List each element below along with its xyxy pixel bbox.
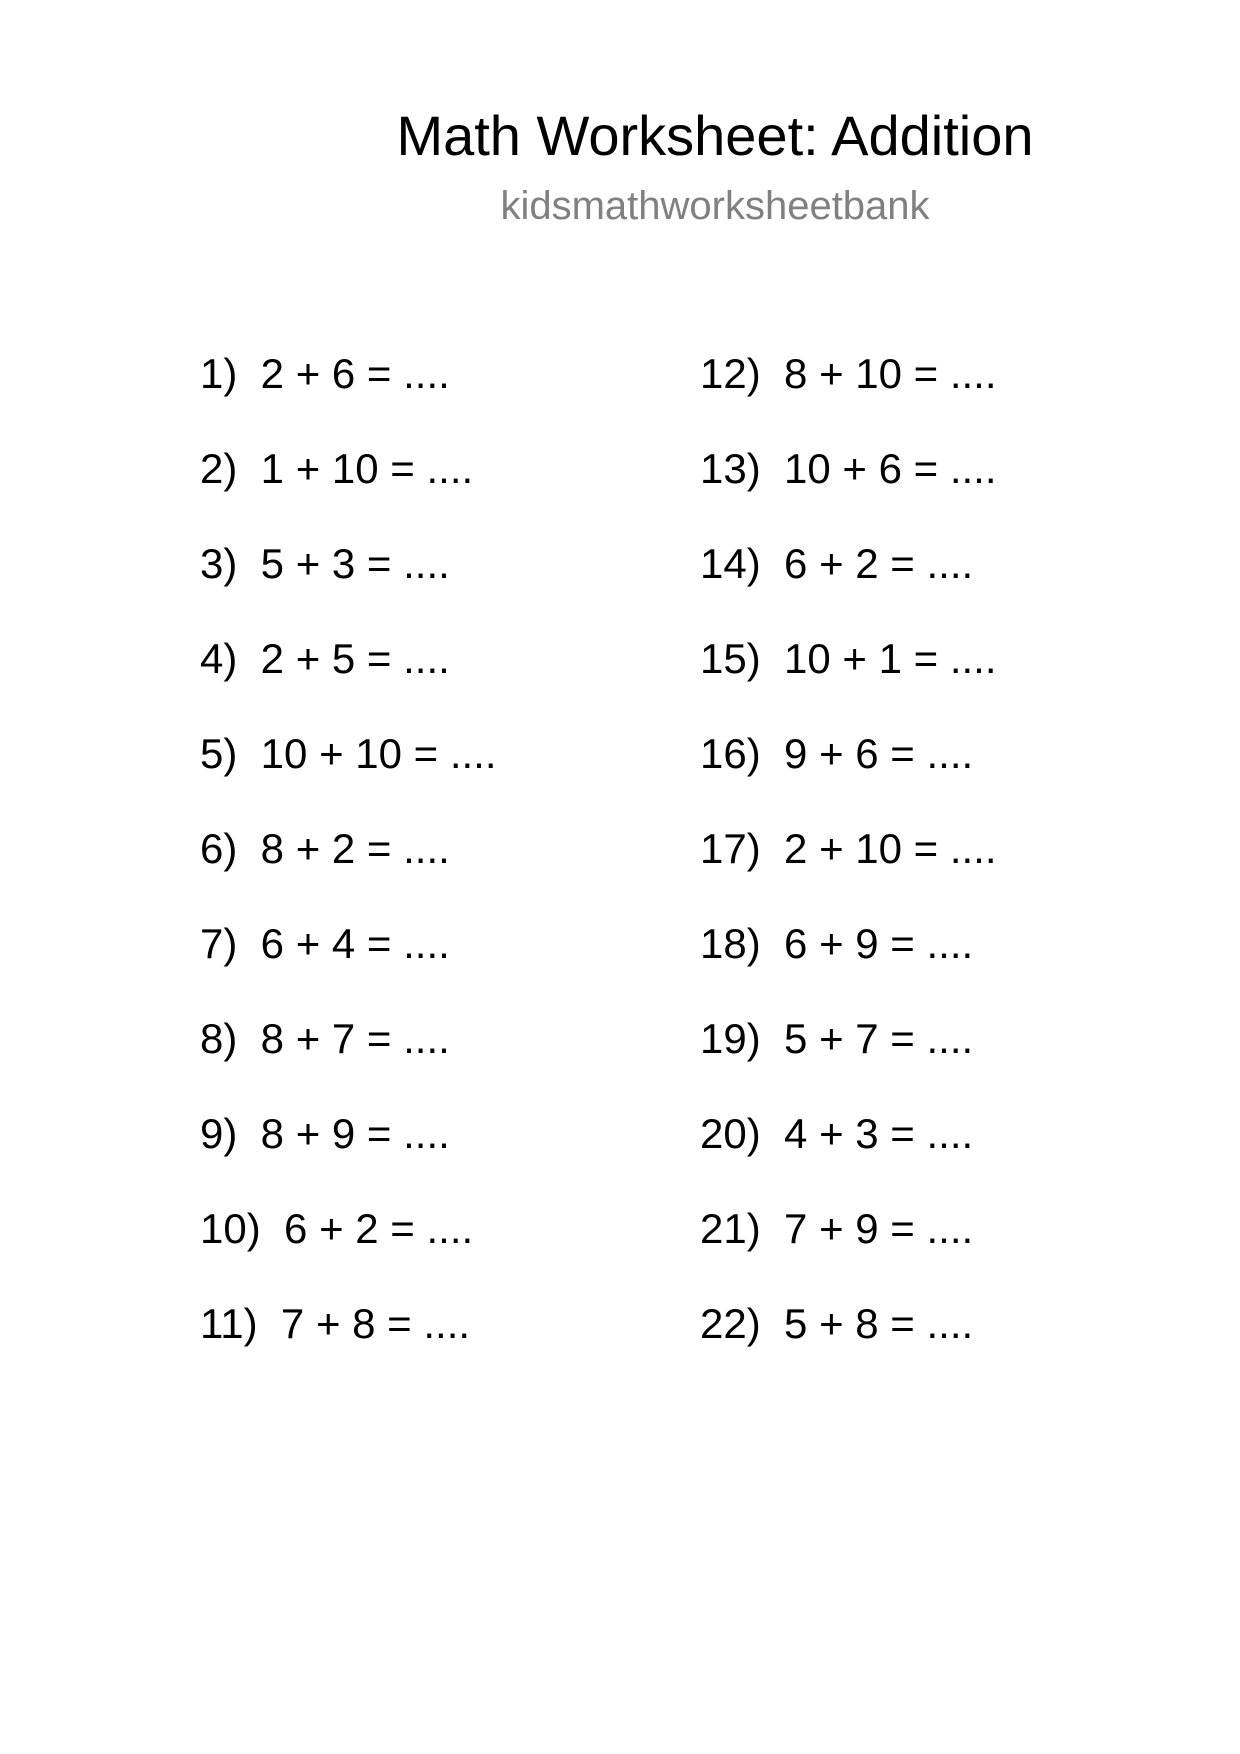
problem-13: 13) 10 + 6 = .... [700,445,997,492]
problem-1: 1) 2 + 6 = .... [200,350,450,397]
problem-15: 15) 10 + 1 = .... [700,635,997,682]
problem-3: 3) 5 + 3 = .... [200,540,450,587]
problem-column-left [200,345,497,1390]
problem-2: 2) 1 + 10 = .... [200,445,474,492]
problem-20: 20) 4 + 3 = .... [700,1110,974,1157]
problem-17: 17) 2 + 10 = .... [700,825,997,872]
page-subtitle: kidsmathworksheetbank [500,184,930,228]
problem-16: 16) 9 + 6 = .... [700,730,974,777]
problem-18: 18) 6 + 9 = .... [700,920,974,967]
problem-7: 7) 6 + 4 = .... [200,920,450,967]
problem-4: 4) 2 + 5 = .... [200,635,450,682]
problem-5: 5) 10 + 10 = .... [200,730,497,777]
problem-10: 10) 6 + 2 = .... [200,1205,474,1252]
problem-8: 8) 8 + 7 = .... [200,1015,450,1062]
problem-column-right [700,345,997,1390]
page-title: Math Worksheet: Addition [396,104,1034,167]
problem-14: 14) 6 + 2 = .... [700,540,974,587]
problem-9: 9) 8 + 9 = .... [200,1110,450,1157]
problem-21: 21) 7 + 9 = .... [700,1205,974,1252]
problem-6: 6) 8 + 2 = .... [200,825,450,872]
problem-22: 22) 5 + 8 = .... [700,1300,974,1347]
problem-19: 19) 5 + 7 = .... [700,1015,974,1062]
problem-12: 12) 8 + 10 = .... [700,350,997,397]
problem-11: 11) 7 + 8 = .... [200,1300,471,1347]
